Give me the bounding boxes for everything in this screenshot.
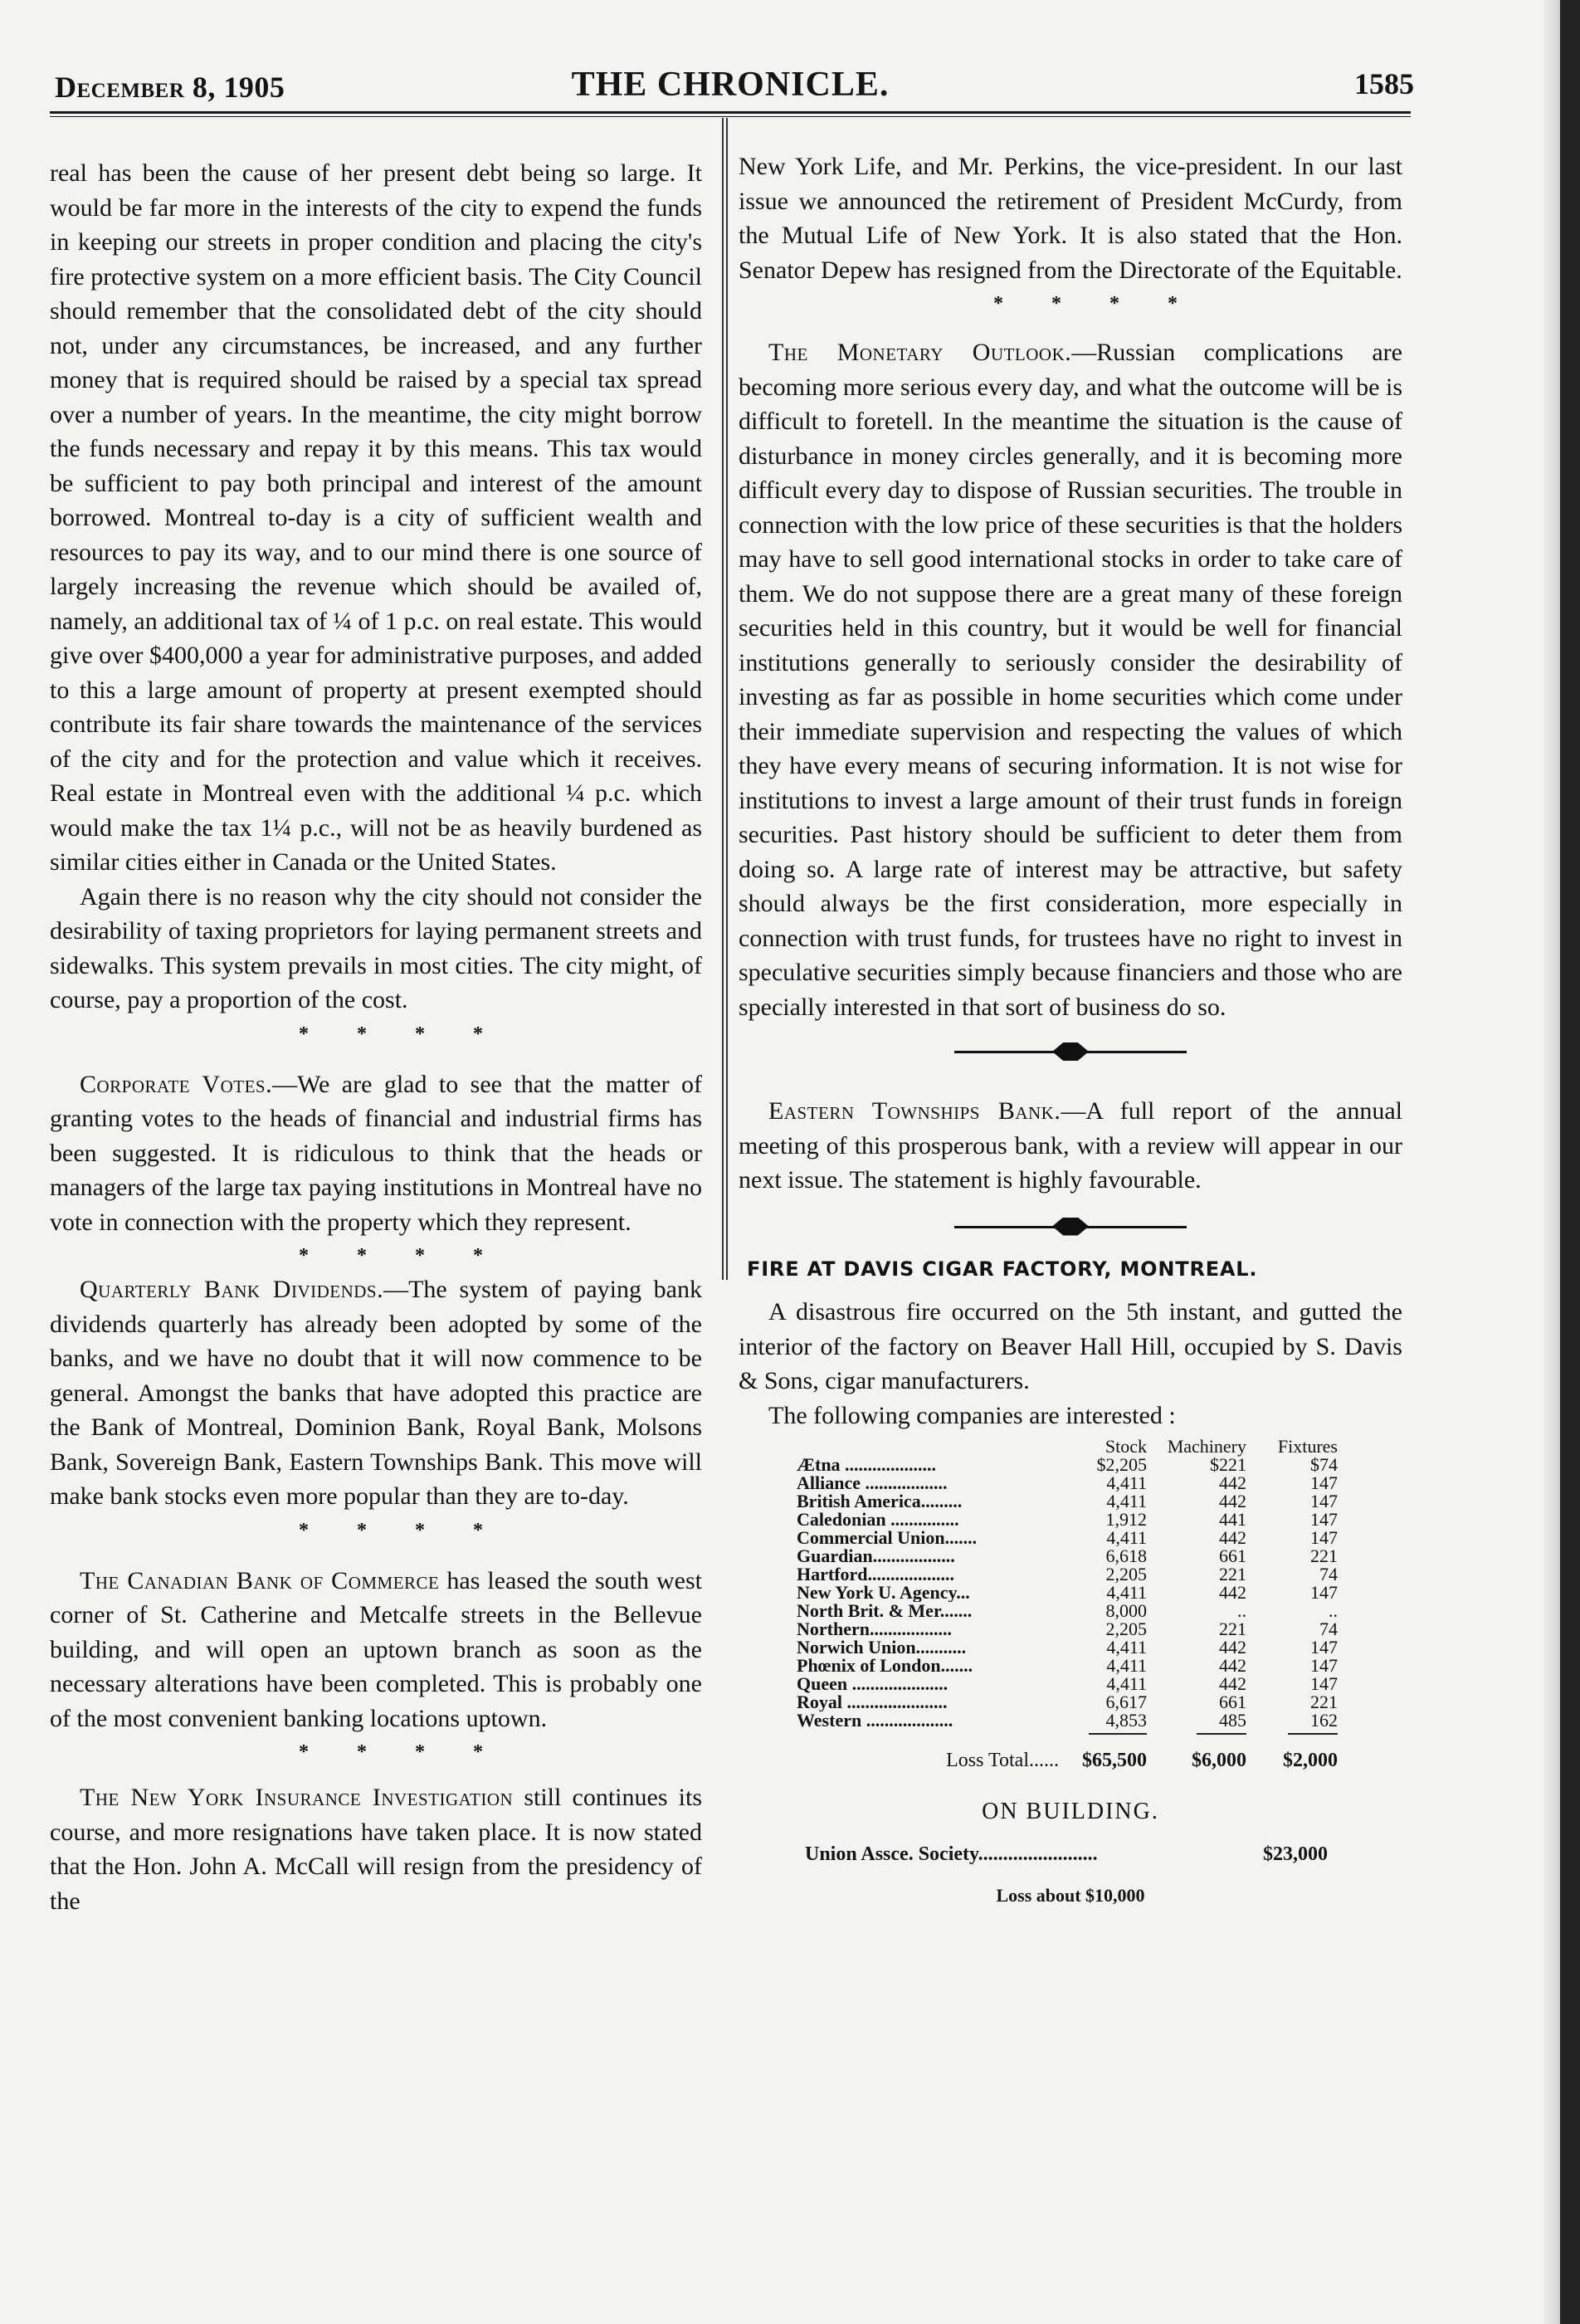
table-header <box>739 1438 1402 1456</box>
table-row <box>739 1620 1402 1638</box>
loss-about-note: Loss about $10,000 <box>996 1885 1145 1906</box>
section-separator: * * * * <box>299 1245 505 1267</box>
company-name: New York U. Agency... <box>797 1584 970 1602</box>
machinery-loss: 442 <box>1219 1655 1246 1676</box>
monetary-outlook-article <box>739 335 1402 1024</box>
table-row <box>739 1547 1402 1565</box>
machinery-loss: 442 <box>1219 1673 1246 1694</box>
table-row <box>739 1602 1402 1620</box>
table-row <box>739 1657 1402 1675</box>
corporate-votes-body: —We are glad to see that the matter of granting votes to the heads of financial and industrial firms has been suggested. It is ridiculous to think that the heads or managers of the large tax paying institutions in Montreal have no vote in connection with the property which they represent. <box>50 1070 702 1236</box>
eastern-townships-body: —A full report of the annual meeting of this prosperous bank, with a review will appear in our next issue. The statement is highly favourable. <box>739 1097 1402 1194</box>
right-column <box>739 149 1402 1913</box>
insurance-investigation-body: still continues its course, and more resignations have taken place. It is now stated that the Hon. John A. McCall will resign from the presidency of the <box>50 1784 703 1915</box>
fixtures-loss: 221 <box>1310 1692 1338 1712</box>
company-name: Guardian.................. <box>797 1547 955 1565</box>
quarterly-dividends-body: —The system of paying bank dividends quarterly has already been adopted by some of the banks, and we have no doubt that it will now commence to be general. Amongst the banks that have adopted this practice are the Bank of Montreal, Dominion Bank, Royal Bank, Molsons Bank, Sovereign Bank, Eastern Townships Bank. This move will make bank stocks even more popular than they are to-day. <box>50 1276 702 1510</box>
fixtures-loss: 147 <box>1310 1491 1338 1511</box>
machinery-loss: .. <box>1237 1600 1246 1621</box>
bank-of-commerce-heading: The Canadian Bank of Commerce <box>80 1566 440 1594</box>
table-row <box>739 1529 1402 1547</box>
machinery-loss: 441 <box>1219 1509 1246 1530</box>
fixtures-loss: 162 <box>1310 1710 1338 1731</box>
table-row <box>739 1474 1402 1492</box>
on-building-heading: ON BUILDING. <box>982 1799 1159 1824</box>
scan-border <box>1560 0 1580 2324</box>
section-separator: * * * * <box>299 1741 505 1763</box>
stock-loss: 6,617 <box>1105 1692 1147 1712</box>
loss-total-fixtures: $2,000 <box>1283 1750 1338 1771</box>
company-name: Ætna .................... <box>797 1456 937 1474</box>
fixtures-loss: .. <box>1329 1600 1338 1621</box>
machinery-loss: $221 <box>1210 1454 1246 1475</box>
stock-loss: 4,411 <box>1106 1527 1147 1548</box>
fixtures-loss: 147 <box>1310 1472 1338 1493</box>
machinery-loss: 442 <box>1219 1472 1246 1493</box>
page-number: 1585 <box>1354 67 1414 100</box>
quarterly-dividends-article <box>50 1272 702 1514</box>
company-name: Alliance .................. <box>797 1474 948 1492</box>
machinery-loss: 221 <box>1219 1564 1246 1584</box>
eastern-townships-heading: Eastern Townships Bank. <box>768 1097 1061 1125</box>
stock-loss: 2,205 <box>1105 1618 1147 1639</box>
insurance-loss-table <box>739 1438 1402 1770</box>
stock-loss: 4,411 <box>1106 1673 1147 1694</box>
eastern-townships-article <box>739 1094 1402 1198</box>
header-rule <box>50 111 1411 117</box>
insurance-investigation-heading: The New York Insurance Investigation <box>80 1784 514 1811</box>
left-column <box>50 156 702 1918</box>
stock-loss: 6,618 <box>1105 1545 1147 1566</box>
monetary-outlook-body: —Russian complications are becoming more serious every day, and what the outcome will be is difficult to foretell. In the meantime the situation is the cause of disturbance in money circles generally, and it is becoming more difficult every day to dispose of Russian securities. The trouble in connection with the low price of these securities is that the holders may have to sell good international stocks in order to take care of them. We do not suppose there are a great many of these foreign securities held in this country, but it would be well for financial institutions generally to seriously consider the desirability of investing as far as possible in home securities which come under their immediate supervision and respecting the values of which they have every means of securing information. It is not wise for institutions to invest a large amount of their trust funds in foreign securities. Past history should be sufficient to deter them from doing so. A large rate of interest may be attractive, but safety should always be the first consideration, more especially in connection with trust funds, for trustees have no right to invest in speculative securities simply because financiers and those who are specially interested in that sort of business do so. <box>739 339 1402 1021</box>
stock-loss: 4,411 <box>1106 1491 1147 1511</box>
column-header-machinery: Machinery <box>1167 1436 1246 1457</box>
table-row <box>739 1638 1402 1657</box>
table-row <box>739 1693 1402 1711</box>
table-row <box>739 1675 1402 1693</box>
section-separator: * * * * <box>299 1023 505 1045</box>
table-row <box>739 1565 1402 1584</box>
company-name: Royal ...................... <box>797 1693 948 1711</box>
fixtures-loss: 147 <box>1310 1655 1338 1676</box>
machinery-loss: 442 <box>1219 1491 1246 1511</box>
fixtures-loss: 147 <box>1310 1582 1338 1603</box>
fixtures-loss: $74 <box>1310 1454 1338 1475</box>
bank-of-commerce-body: has leased the south west corner of St. Catherine and Metcalfe streets in the Bellevue building, and will open an uptown branch as soon as the necessary alterations have been completed. This is probably one of the most convenient banking locations uptown. <box>50 1566 702 1732</box>
stock-loss: 2,205 <box>1105 1564 1147 1584</box>
stock-loss: 4,411 <box>1106 1637 1147 1658</box>
city-debt-paragraph: real has been the cause of her present debt being so large. It would be far more in the interests of the city to expend the funds in keeping our streets in proper condition and placing the city's fire protective system on a more efficient basis. The City Council should remember that the consolidated debt of the city should not, under any circumstances, be increased, and any further money that is required should be raised by a special tax spread over a number of years. In the meantime, the city might borrow the funds necessary and repay it by this means. This tax would be sufficient to pay both principal and interest of the amount borrowed. Montreal to-day is a city of sufficient wealth and resources to pay its way, and to our mind there is one source of largely increasing the revenue which should be availed of, namely, an additional tax of ¼ of 1 p.c. on real estate. This would give over $400,000 a year for administrative purposes, and added to this a large amount of property at present exempted should contribute its fair share towards the maintenance of the services of the city and for the protection and value which it receives. Real estate in Montreal even with the additional ¼ p.c. which would make the tax 1¼ p.c., will not be as heavily burdened as similar cities either in Canada or the United States. <box>50 159 702 876</box>
fire-paragraph: A disastrous fire occurred on the 5th instant, and gutted the interior of the factory on Beaver Hall Hill, occupied by S. Davis & Sons, cigar manufacturers. <box>739 1298 1402 1394</box>
total-rule <box>739 1733 1402 1735</box>
loss-total-label: Loss Total...... <box>946 1750 1059 1771</box>
machinery-loss: 661 <box>1219 1692 1246 1712</box>
corporate-votes-heading: Corporate Votes. <box>80 1070 273 1098</box>
stock-loss: 4,411 <box>1106 1582 1147 1603</box>
fixtures-loss: 147 <box>1310 1637 1338 1658</box>
table-row <box>739 1584 1402 1602</box>
insurance-continuation-paragraph: New York Life, and Mr. Perkins, the vice-president. In our last issue we announced the retirement of President McCurdy, from the Mutual Life of New York. It is also stated that the Hon. Senator Depew has resigned from the Directorate of the Equitable. <box>739 153 1402 284</box>
table-row <box>739 1456 1402 1474</box>
monetary-outlook-heading: The Monetary Outlook. <box>768 339 1072 366</box>
company-name: British America......... <box>797 1492 963 1511</box>
company-name: North Brit. & Mer....... <box>797 1602 973 1620</box>
fixtures-loss: 147 <box>1310 1673 1338 1694</box>
issue-date: December 8, 1905 <box>55 71 285 104</box>
machinery-loss: 661 <box>1219 1545 1246 1566</box>
stock-loss: 8,000 <box>1105 1600 1147 1621</box>
fixtures-loss: 147 <box>1310 1509 1338 1530</box>
company-name: Northern.................. <box>797 1620 952 1638</box>
fixtures-loss: 74 <box>1319 1564 1338 1584</box>
fixtures-loss: 221 <box>1310 1545 1338 1566</box>
union-assurance-value: $23,000 <box>1263 1843 1328 1865</box>
company-name: Norwich Union........... <box>797 1638 967 1657</box>
fixtures-loss: 74 <box>1319 1618 1338 1639</box>
stock-loss: $2,205 <box>1096 1454 1147 1475</box>
ornamental-divider <box>739 1206 1402 1247</box>
stock-loss: 4,411 <box>1106 1472 1147 1493</box>
table-body <box>739 1456 1402 1730</box>
ornamental-divider <box>739 1031 1402 1072</box>
column-header-fixtures: Fixtures <box>1277 1436 1338 1457</box>
loss-total-row <box>739 1751 1402 1770</box>
company-name: Phœnix of London....... <box>797 1657 973 1675</box>
column-header-stock: Stock <box>1105 1436 1147 1457</box>
machinery-loss: 221 <box>1219 1618 1246 1639</box>
company-name: Hartford................... <box>797 1565 955 1584</box>
quarterly-dividends-heading: Quarterly Bank Dividends. <box>80 1276 384 1303</box>
companies-intro: The following companies are interested : <box>768 1401 1176 1429</box>
table-row <box>739 1492 1402 1511</box>
publication-title: THE CHRONICLE. <box>571 66 890 104</box>
corporate-votes-article <box>50 1067 702 1240</box>
stock-loss: 4,411 <box>1106 1655 1147 1676</box>
union-assurance-name: Union Assce. Society........................ <box>805 1843 1098 1865</box>
company-name: Queen ..................... <box>797 1675 948 1693</box>
stock-loss: 4,853 <box>1105 1710 1147 1731</box>
insurance-investigation-article <box>50 1780 702 1918</box>
section-separator: * * * * <box>299 1519 505 1541</box>
column-divider <box>722 118 728 1280</box>
table-row <box>739 1711 1402 1730</box>
bank-of-commerce-article <box>50 1564 702 1736</box>
company-name: Western ................... <box>797 1711 953 1730</box>
table-row <box>739 1511 1402 1529</box>
loss-total-stock: $65,500 <box>1082 1750 1147 1771</box>
fire-article-heading: FIRE AT DAVIS CIGAR FACTORY, MONTREAL. <box>747 1257 1258 1281</box>
union-assurance-row <box>739 1838 1402 1872</box>
section-separator: * * * * <box>993 293 1199 315</box>
page-header <box>50 55 1414 105</box>
stock-loss: 1,912 <box>1105 1509 1147 1530</box>
loss-total-machinery: $6,000 <box>1192 1750 1246 1771</box>
company-name: Commercial Union....... <box>797 1529 978 1547</box>
machinery-loss: 442 <box>1219 1637 1246 1658</box>
company-name: Caledonian ............... <box>797 1511 959 1529</box>
machinery-loss: 485 <box>1219 1710 1246 1731</box>
fixtures-loss: 147 <box>1310 1527 1338 1548</box>
permanent-streets-paragraph: Again there is no reason why the city should not consider the desirability of taxing proprietors for laying permanent streets and sidewalks. This system prevails in most cities. The city might, of course, pay a proportion of the cost. <box>50 882 702 1013</box>
machinery-loss: 442 <box>1219 1527 1246 1548</box>
machinery-loss: 442 <box>1219 1582 1246 1603</box>
